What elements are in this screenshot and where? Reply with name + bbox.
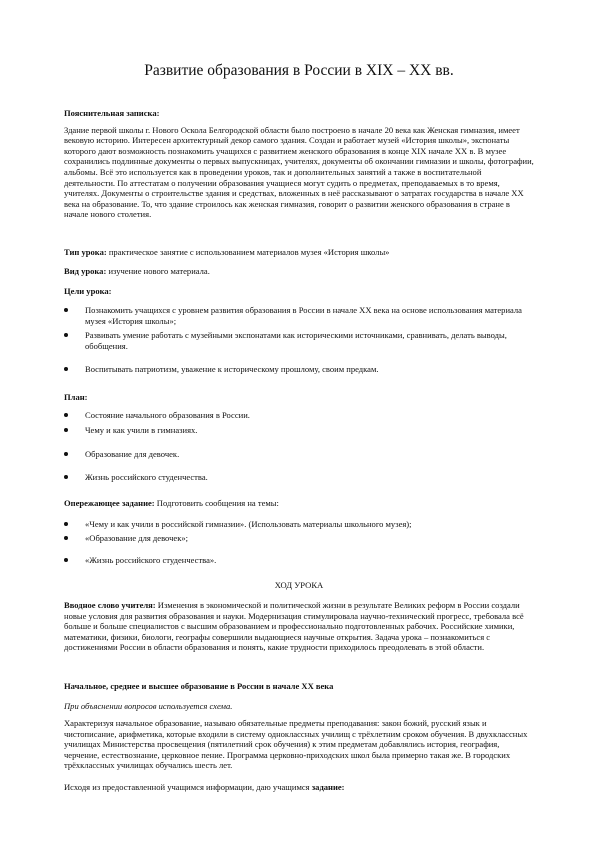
- lesson-type-value: практическое занятие с использованием материалов музея «История школы»: [106, 247, 390, 257]
- bullet-icon: [64, 428, 68, 432]
- intro-label: Вводное слово учителя:: [64, 600, 156, 610]
- goals-heading-text: Цели урока:: [64, 286, 112, 296]
- bullet-icon: [64, 558, 68, 562]
- lesson-kind-label: Вид урока:: [64, 266, 107, 276]
- advance-list-3: [64, 555, 534, 566]
- list-item: [64, 410, 534, 421]
- goal-text: Познакомить учащихся с уровнем развития образования в России в начале XX века на основе использования материала музея «История школы»;: [85, 305, 522, 326]
- scheme-note-text: При объяснении вопросов используется схема.: [64, 701, 233, 711]
- assignment: [64, 782, 534, 793]
- advance-item-text: «Чему и как учили в российской гимназии». (Использовать материалы школьного музея);: [85, 519, 412, 529]
- document-title: Развитие образования в России в XIX – XX вв.: [144, 62, 454, 80]
- plan-list-2: [64, 425, 534, 436]
- goals-list-3: [64, 364, 534, 375]
- plan-item-text: Жизнь российского студенчества.: [85, 472, 208, 482]
- plan-item-text: Состояние начального образования в России.: [85, 410, 250, 420]
- assignment-text: Исходя из предоставленной учащимся информации, даю учащимся: [64, 782, 312, 792]
- intro-section: [64, 600, 534, 653]
- plan-item-text: Чему и как учили в гимназиях.: [85, 425, 198, 435]
- advance-item-text: «Образование для девочек»;: [85, 533, 189, 543]
- lesson-type: [64, 247, 534, 258]
- list-item: [64, 364, 534, 375]
- plan-heading-text: План:: [64, 392, 88, 402]
- bullet-icon: [64, 333, 68, 337]
- bullet-icon: [64, 367, 68, 371]
- list-item: [64, 533, 534, 544]
- bullet-icon: [64, 413, 68, 417]
- section-heading: [64, 681, 534, 692]
- bullet-icon: [64, 475, 68, 479]
- plan-list-3: [64, 449, 534, 460]
- goals-heading: [64, 286, 534, 297]
- plan-heading: [64, 392, 534, 403]
- lesson-type-label: Тип урока:: [64, 247, 107, 257]
- bullet-icon: [64, 536, 68, 540]
- primary-education-text: Характеризуя начальное образование, называю обязательные предметы преподавания: закон божий, русский язык и чистописание, арифметика, которые входили в систему одноклассных училищ с трёхлетним сроком обучения. В двухклассных училищах Министерства просвещения (пятилетний срок обучения) к этим предметам добавлялись история, география, черчение, естествознание, церковное пение. Программа церковно-приходских школ была примерно такая же. В городских трёхклассных училищах обучались шесть лет.: [64, 718, 528, 771]
- course-heading: [64, 580, 534, 591]
- list-item: [64, 330, 534, 351]
- bullet-icon: [64, 452, 68, 456]
- advance-item-text: «Жизнь российского студенчества».: [85, 555, 217, 565]
- list-item: [64, 425, 534, 436]
- explanatory-note: [64, 108, 534, 220]
- goals-list: [64, 305, 534, 326]
- goals-list-2: [64, 330, 534, 351]
- lesson-kind-value: изучение нового материала.: [106, 266, 210, 276]
- advance-task: [64, 498, 534, 509]
- bullet-icon: [64, 522, 68, 526]
- list-item: [64, 449, 534, 460]
- advance-task-label: Опережающее задание:: [64, 498, 155, 508]
- list-item: [64, 555, 534, 566]
- list-item: [64, 305, 534, 326]
- list-item: [64, 472, 534, 483]
- goal-text: Развивать умение работать с музейными экспонатами как историческими источниками, сравнивать, делать выводы, обобщения.: [85, 330, 507, 351]
- bullet-icon: [64, 308, 68, 312]
- intro-text: Изменения в экономической и политической жизни в результате Великих реформ в России создали новые условия для развития образования и науки. Модернизация стимулировала научно-технический прогресс, требовала всё больше и больше специалистов с высшим образованием и профессионально подготовленных рабочих. Российские химики, математики, физики, биологи, географы совершили выдающиеся научные открытия. Задача урока – познакомиться с достижениями России в области образования и понять, какие трудности приходилось преодолевать в этой области.: [64, 600, 524, 653]
- lesson-kind: [64, 266, 534, 277]
- plan-item-text: Образование для девочек.: [85, 449, 180, 459]
- plan-list-4: [64, 472, 534, 483]
- advance-list-2: [64, 533, 534, 544]
- advance-task-value: Подготовить сообщения на темы:: [154, 498, 279, 508]
- list-item: [64, 519, 534, 530]
- assignment-label: задание:: [311, 782, 345, 792]
- section-heading-text: Начальное, среднее и высшее образование в России в начале XX века: [64, 681, 334, 691]
- note-heading: Пояснительная записка:: [64, 108, 160, 118]
- note-text: Здание первой школы г. Нового Оскола Белгородской области было построено в начале 20 века как Женская гимназия, имеет вековую историю. Интересен архитектурный декор самого здания. Создан и работает музей «История школы», экспонаты которого дают возможность познакомить учащихся с развитием женского образования в конце XIX начале XX в. В музее сохранились подлинные документы о первых выпускницах, учителях, документы об окончании гимназии и школы, фотографии, альбомы. Всё это используется как в проведении уроков, так и дополнительных занятий а также в воспитательной деятельности. По аттестатам о получении образования учащиеся могут судить о предметах, преподаваемых в то время, учителях. Документы о строительстве здания и средствах, вложенных в неё рассказывают о затратах государства в начале XX века на образование. То, что здание строилось как женская гимназия, говорит о развитии женского образования в стране в начале нового столетия.: [64, 124, 534, 220]
- plan-list: [64, 410, 534, 421]
- scheme-note: [64, 701, 534, 712]
- course-heading-text: ХОД УРОКА: [274, 580, 324, 590]
- primary-education: [64, 718, 534, 771]
- advance-list: [64, 519, 534, 530]
- goal-text: Воспитывать патриотизм, уважение к историческому прошлому, своим предкам.: [85, 364, 379, 374]
